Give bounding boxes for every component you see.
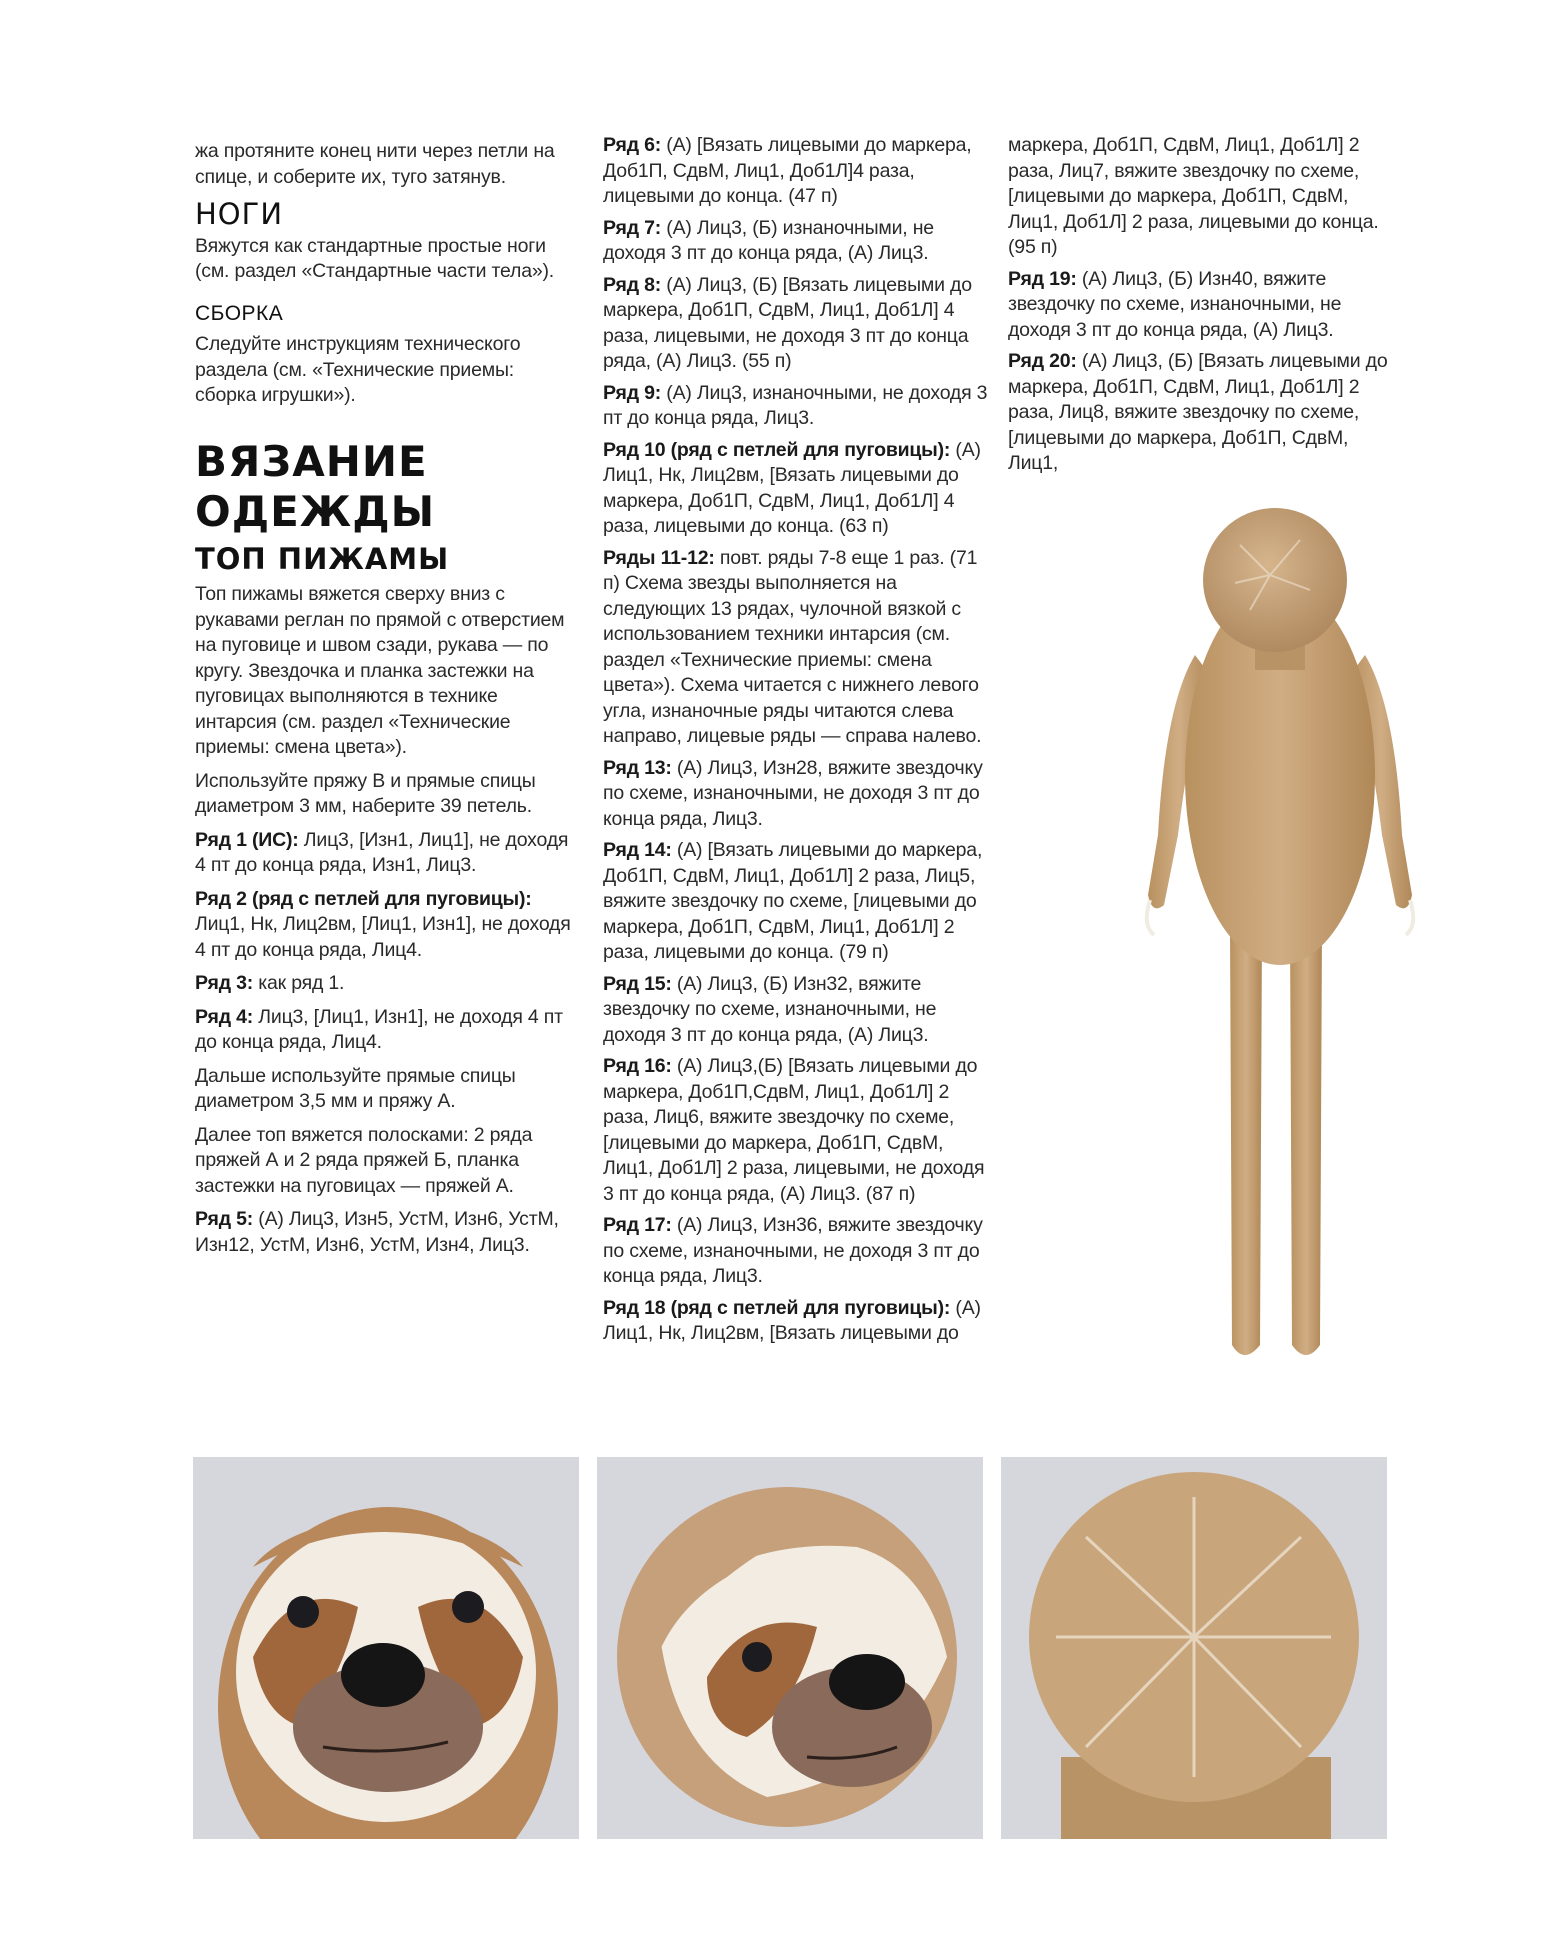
row-text: (А) Лиц3, Изн36, вяжите звездочку по схеме, изнаночными, не доходя 3 пт до конца ряда, Лиц3. bbox=[603, 1214, 983, 1287]
paragraph: Дальше используйте прямые спицы диаметром 3,5 мм и пряжу А. bbox=[195, 1064, 516, 1112]
paragraph: Следуйте инструкциям технического раздела (см. «Технические приемы: сборка игрушки»). bbox=[195, 333, 521, 406]
main-heading bbox=[195, 437, 575, 537]
row-label: Ряд 20: bbox=[1008, 350, 1077, 372]
row-label: Ряд 17: bbox=[603, 1214, 672, 1236]
row-instruction bbox=[603, 273, 988, 375]
row-text: (А) Лиц3, Изн28, вяжите звездочку по схеме, изнаночными, не доходя 3 пт до конца ряда, Лиц3. bbox=[603, 756, 983, 830]
row-label: Ряд 10 (ряд с петлей для пуговицы): bbox=[603, 438, 951, 461]
column-middle bbox=[603, 133, 988, 1353]
row-text: (А) Лиц3, (Б) изнаночными, не доходя 3 пт до конца ряда, (А) Лиц3. bbox=[603, 216, 934, 264]
row-instruction bbox=[195, 828, 575, 879]
sloth-body-photo bbox=[1120, 505, 1450, 1385]
paragraph: маркера, Доб1П, СдвМ, Лиц1, Доб1Л] 2 раза, Лиц7, вяжите звездочку по схеме, [лицевыми до маркера, Доб1П, СдвМ, Лиц1, Доб1Л] 2 раза, лицевыми до конца. (95 п) bbox=[1008, 134, 1379, 258]
row-text: Лиц3, [Изн1, Лиц1], не доходя 4 пт до конца ряда, Изн1, Лиц3. bbox=[195, 828, 569, 876]
row-instruction bbox=[603, 1296, 988, 1347]
row-text: как ряд 1. bbox=[253, 972, 345, 994]
row-text: Лиц3, [Лиц1, Изн1], не доходя 4 пт до конца ряда, Лиц4. bbox=[195, 1005, 563, 1053]
row-instruction bbox=[603, 546, 988, 750]
row-text: (А) [Вязать лицевыми до маркера, Доб1П, СдвМ, Лиц1, Доб1Л]4 раза, лицевыми до конца. (47 п) bbox=[603, 134, 972, 207]
row-instruction bbox=[195, 971, 575, 997]
row-label: Ряд 9: bbox=[603, 381, 662, 404]
row-instruction bbox=[603, 216, 988, 267]
row-instruction bbox=[603, 756, 988, 833]
row-text: (А) Лиц1, Нк, Лиц2вм, [Вязать лицевыми до маркера, Доб1П, СдвМ, Лиц1, Доб1Л] 4 раза, лицевыми до конца. (63 п) bbox=[603, 438, 981, 537]
row-instruction bbox=[195, 1207, 575, 1258]
row-text: (А) Лиц3, (Б) [Вязать лицевыми до маркера, Доб1П, СдвМ, Лиц1, Доб1Л] 2 раза, Лиц8, вяжите звездочку по схеме, [лицевыми до маркера, Доб1П, СдвМ, Лиц1, bbox=[1008, 350, 1388, 474]
column-left bbox=[195, 139, 575, 1266]
row-label: Ряд 4: bbox=[195, 1005, 254, 1028]
paragraph: Топ пижамы вяжется сверху вниз с рукавами реглан по прямой с отверстием на пуговице и швом сзади, рукава — по кругу. Звездочка и планка застежки на пуговицах выполняются в технике интарсия (см. раздел «Технические приемы: смена цвета»). bbox=[195, 583, 565, 758]
row-instruction bbox=[1008, 267, 1393, 344]
section-heading-legs: НОГИ bbox=[195, 197, 284, 231]
row-instruction bbox=[1008, 349, 1393, 477]
row-label: Ряд 13: bbox=[603, 756, 672, 779]
row-label: Ряд 8: bbox=[603, 273, 662, 296]
sloth-body-illustration bbox=[1120, 505, 1450, 1385]
row-text: (А) Лиц3, (Б) [Вязать лицевыми до маркера, Доб1П, СдвМ, Лиц1, Доб1Л] 4 раза, лицевыми, не доходя 3 пт до конца ряда, (А) Лиц3. (55 п) bbox=[603, 273, 972, 372]
row-instruction bbox=[603, 438, 988, 540]
sloth-head-back-illustration bbox=[1001, 1457, 1387, 1839]
row-label: Ряды 11-12: bbox=[603, 546, 715, 569]
row-label: Ряд 2 (ряд с петлей для пуговицы): bbox=[195, 887, 532, 910]
row-text: (А) Лиц1, Нк, Лиц2вм, [Вязать лицевыми до bbox=[603, 1296, 981, 1344]
sub-heading: ТОП ПИЖАМЫ bbox=[195, 541, 450, 576]
sloth-face-front-photo bbox=[193, 1457, 579, 1839]
row-label: Ряд 19: bbox=[1008, 267, 1077, 290]
row-text: (А) Лиц3, (Б) Изн40, вяжите звездочку по схеме, изнаночными, не доходя 3 пт до конца ряда, (А) Лиц3. bbox=[1008, 267, 1342, 341]
row-text: (А) [Вязать лицевыми до маркера, Доб1П, СдвМ, Лиц1, Доб1Л] 2 раза, Лиц5, вяжите звездочку по схеме, [лицевыми до маркера, Доб1П, СдвМ, Лиц1, Доб1Л] 2 раза, лицевыми до конца. (79 п) bbox=[603, 839, 983, 963]
row-label: Ряд 16: bbox=[603, 1055, 672, 1077]
column-right bbox=[1008, 133, 1393, 483]
sloth-head-back-photo bbox=[1001, 1457, 1387, 1839]
row-instruction bbox=[603, 381, 988, 432]
sloth-face-side-photo bbox=[597, 1457, 983, 1839]
row-text: (А) Лиц3, Изн5, УстМ, Изн6, УстМ, Изн12, УстМ, Изн6, УстМ, Изн4, Лиц3. bbox=[195, 1208, 559, 1256]
row-text: (А) Лиц3,(Б) [Вязать лицевыми до маркера, Доб1П,СдвМ, Лиц1, Доб1Л] 2 раза, Лиц6, вяжите звездочку по схеме, [лицевыми до маркера, Доб1П, СдвМ, Лиц1, Доб1Л] 2 раза, лицевыми, не доходя 3 пт до конца ряда, (А) Лиц3. (87 п) bbox=[603, 1055, 985, 1205]
main-heading-line: ВЯЗАНИЕ bbox=[195, 436, 428, 486]
paragraph: Вяжутся как стандартные простые ноги (см. раздел «Стандартные части тела»). bbox=[195, 234, 554, 282]
row-label: Ряд 5: bbox=[195, 1208, 254, 1230]
main-heading-line: ОДЕЖДЫ bbox=[195, 486, 436, 536]
row-label: Ряд 6: bbox=[603, 134, 662, 156]
row-instruction bbox=[603, 972, 988, 1049]
row-text: (А) Лиц3, (Б) Изн32, вяжите звездочку по схеме, изнаночными, не доходя 3 пт до конца ряда, (А) Лиц3. bbox=[603, 972, 937, 1046]
row-instruction bbox=[603, 133, 988, 210]
row-text: Лиц1, Нк, Лиц2вм, [Лиц1, Изн1], не доходя 4 пт до конца ряда, Лиц4. bbox=[195, 913, 571, 961]
paragraph: Используйте пряжу В и прямые спицы диаметром 3 мм, наберите 39 петель. bbox=[195, 769, 536, 817]
row-label: Ряд 7: bbox=[603, 216, 662, 239]
row-instruction bbox=[195, 1005, 575, 1056]
section-heading-assembly: СБОРКА bbox=[195, 301, 284, 325]
row-instruction bbox=[603, 1054, 988, 1207]
row-label: Ряд 1 (ИС): bbox=[195, 828, 299, 851]
row-text: повт. ряды 7-8 еще 1 раз. (71 п) Схема звезды выполняется на следующих 13 рядах, чулочной вязкой с использованием техники интарсия (см. раздел «Технические приемы: смена цвета»). Схема читается с нижнего левого угла, изнаночные ряды читаются слева направо, лицевые ряды — справа налево. bbox=[603, 546, 982, 747]
row-text: (А) Лиц3, изнаночными, не доходя 3 пт до конца ряда, Лиц3. bbox=[603, 381, 988, 429]
row-instruction bbox=[603, 1213, 988, 1290]
row-label: Ряд 3: bbox=[195, 972, 254, 994]
sloth-face-front-illustration bbox=[193, 1457, 579, 1839]
row-instruction bbox=[603, 838, 988, 966]
paragraph: жа протяните конец нити через петли на спице, и соберите их, туго затянув. bbox=[195, 140, 555, 188]
row-label: Ряд 18 (ряд с петлей для пуговицы): bbox=[603, 1296, 951, 1319]
row-instruction bbox=[195, 887, 575, 964]
sloth-face-side-illustration bbox=[597, 1457, 983, 1839]
row-label: Ряд 15: bbox=[603, 972, 672, 995]
paragraph: Далее топ вяжется полосками: 2 ряда пряжей А и 2 ряда пряжей Б, планка застежки на пуговицах — пряжей А. bbox=[195, 1123, 533, 1197]
row-label: Ряд 14: bbox=[603, 839, 672, 861]
